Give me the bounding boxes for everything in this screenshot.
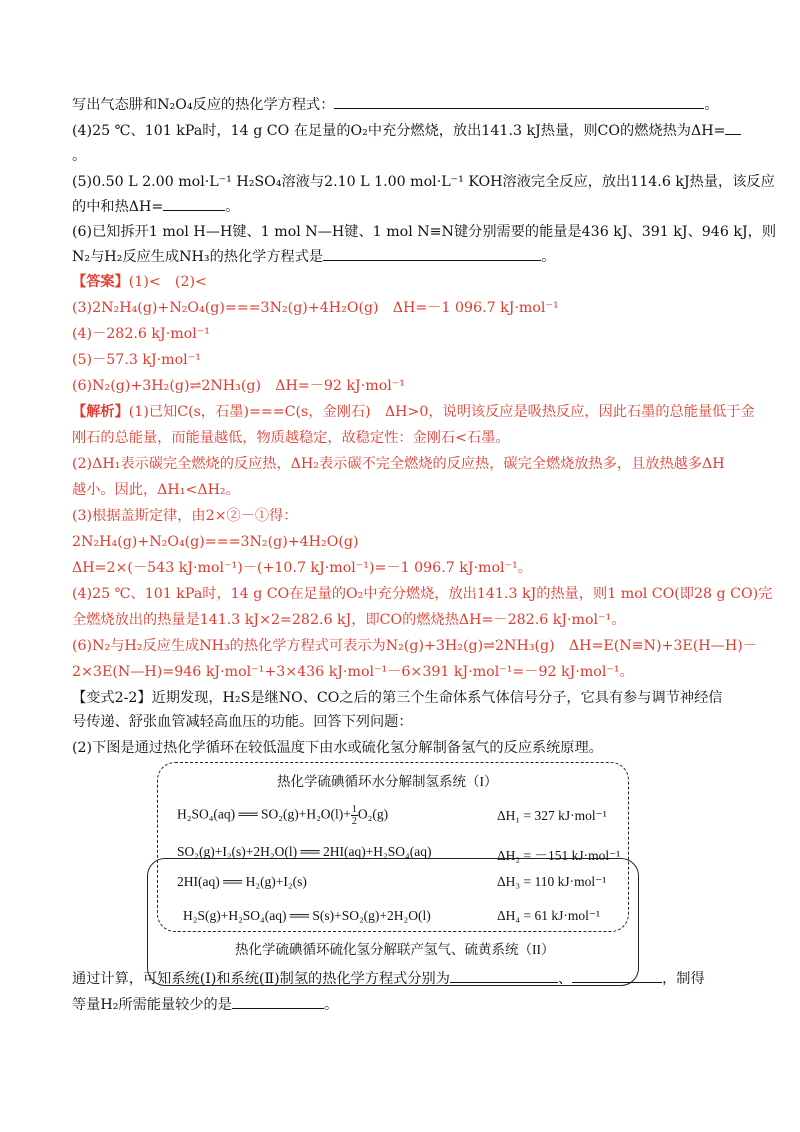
equation-3: 2HI(aq) ══ H₂(g)+I₂(s) (177, 874, 307, 889)
answer-tag: 【答案】 (72, 274, 129, 290)
question-text: ，制得 (662, 971, 705, 987)
question-text: 通过计算，可知系统(Ⅰ)和系统(Ⅱ)制氢的热化学方程式分别为 (72, 971, 450, 987)
equation-1 (177, 804, 388, 827)
answer-5: (5)－57.3 kJ·mol⁻¹ (72, 352, 201, 368)
question-5: (5)0.50 L 2.00 mol·L⁻¹ H₂SO₄溶液与2.10 L 1.00 mol·L⁻¹ KOH溶液完全反应，放出114.6 kJ热量，该反应 (72, 174, 775, 190)
variant-question: (2)下图是通过热化学循环在较低温度下由水或硫化氢分解制备氢气的反应系统原理。 (72, 740, 603, 756)
question-text: N₂与H₂反应生成NH₃的热化学方程式是 (72, 249, 324, 265)
system-2-title: 热化学硫碘循环硫化氢分解联产氢气、硫黄系统（II） (235, 942, 555, 957)
delta-h-1: ΔH₁ = 327 kJ·mol⁻¹ (497, 808, 607, 823)
answer-blank[interactable] (334, 94, 704, 109)
equation-2: SO₂(g)+I₂(s)+2H₂O(l) ══ 2HI(aq)+H₂SO₄(aq) (177, 844, 432, 859)
punct: 。 (225, 199, 240, 215)
answer-blank[interactable] (232, 994, 324, 1009)
question-4-end: 。 (72, 148, 87, 164)
analysis-tag: 【解析】 (72, 404, 129, 420)
answer-blank[interactable] (572, 968, 662, 983)
question-text: 的中和热ΔH= (72, 199, 164, 215)
answer-blank[interactable] (323, 246, 541, 261)
punct: 。 (704, 97, 719, 113)
fraction-denominator: 2 (351, 816, 357, 827)
answer-text: (1)< (2)< (128, 274, 207, 290)
analysis-1-cont: 刚石的总能量，而能量越低，物质越稳定，故稳定性：金刚石<石墨。 (72, 430, 510, 446)
question-line-1 (72, 94, 719, 115)
analysis-1 (72, 402, 755, 422)
question-6-cont (72, 246, 555, 267)
answer-6: (6)N₂(g)+3H₂(g)⇌2NH₃(g) ΔH=－92 kJ·mol⁻¹ (72, 378, 405, 394)
variant-intro-cont: 号传递、舒张血管减轻高血压的功能。回答下列问题： (72, 714, 413, 730)
analysis-3-eq: 2N₂H₄(g)+N₂O₄(g)===3N₂(g)+4H₂O(g) (72, 534, 359, 550)
question-4 (72, 120, 741, 141)
punct: 。 (541, 249, 556, 265)
question-5-cont (72, 196, 239, 217)
answer-line-1 (72, 272, 207, 292)
equation-1-text: H₂SO₄(aq) ══ SO₂(g)+H₂O(l)+ (177, 806, 351, 822)
analysis-2-cont: 越小。因此，ΔH₁<ΔH₂。 (72, 482, 240, 498)
analysis-6-cont: 2×3E(N—H)=946 kJ·mol⁻¹+3×436 kJ·mol⁻¹－6×391 kJ·mol⁻¹=－92 kJ·mol⁻¹。 (72, 664, 634, 680)
fraction-numerator: 1 (351, 804, 357, 815)
punct: 、 (557, 971, 573, 987)
delta-h-2: ΔH₂ = －151 kJ·mol⁻¹ (497, 848, 621, 863)
answer-blank[interactable] (725, 120, 741, 135)
tail-question (72, 968, 705, 989)
system-1-title: 热化学硫碘循环水分解制氢系统（I） (277, 774, 498, 789)
answer-blank[interactable] (163, 196, 225, 211)
question-text: 写出气态肼和N₂O₄反应的热化学方程式： (72, 97, 335, 113)
analysis-4: (4)25 ℃、101 kPa时，14 g CO在足量的O₂中充分燃烧，放出141.3 kJ的热量，则1 mol CO(即28 g CO)完 (72, 586, 773, 602)
question-text: (4)25 ℃、101 kPa时，14 g CO 在足量的O₂中充分燃烧，放出141.3 kJ热量，则CO的燃烧热为ΔH= (72, 123, 726, 139)
analysis-2: (2)ΔH₁表示碳完全燃烧的反应热，ΔH₂表示碳不完全燃烧的反应热，碳完全燃烧放热多，且放热越多ΔH (72, 456, 725, 472)
answer-blank[interactable] (450, 968, 558, 983)
question-text: 等量H₂所需能量较少的是 (72, 997, 232, 1013)
analysis-4-cont: 全燃烧放出的热量是141.3 kJ×2=282.6 kJ，即CO的燃烧热ΔH=－282.6 kJ·mol⁻¹。 (72, 612, 626, 628)
delta-h-4: ΔH₄ = 61 kJ·mol⁻¹ (497, 908, 601, 923)
delta-h-3: ΔH₃ = 110 kJ·mol⁻¹ (497, 874, 607, 889)
fraction (351, 804, 358, 827)
tail-question-cont (72, 994, 338, 1015)
punct: 。 (323, 997, 339, 1013)
analysis-text: (1)已知C(s，石墨)===C(s，金刚石) ΔH>0，说明该反应是吸热反应，因此石墨的总能量低于金 (128, 404, 755, 420)
answer-3: (3)2N₂H₄(g)+N₂O₄(g)===3N₂(g)+4H₂O(g) ΔH=－1 096.7 kJ·mol⁻¹ (72, 300, 559, 316)
analysis-3-calc: ΔH=2×(－543 kJ·mol⁻¹)－(+10.7 kJ·mol⁻¹)=－1 096.7 kJ·mol⁻¹。 (72, 560, 532, 576)
equation-1-tail: O₂(g) (357, 806, 389, 822)
analysis-3: (3)根据盖斯定律，由2×②－①得： (72, 508, 298, 524)
answer-4: (4)－282.6 kJ·mol⁻¹ (72, 326, 210, 342)
question-6: (6)已知拆开1 mol H—H键、1 mol N—H键、1 mol N≡N键分别需要的能量是436 kJ、391 kJ、946 kJ，则 (72, 224, 777, 240)
equation-4: H₂S(g)+H₂SO₄(aq) ══ S(s)+SO₂(g)+2H₂O(l) (183, 908, 431, 923)
analysis-6: (6)N₂与H₂反应生成NH₃的热化学方程式可表示为N₂(g)+3H₂(g)⇌2NH₃(g) ΔH=E(N≡N)+3E(H—H)－ (72, 638, 757, 654)
reaction-system-figure (147, 762, 639, 988)
variant-intro: 【变式2-2】近期发现，H₂S是继NO、CO之后的第三个生命体系气体信号分子，它具有参与调节神经信 (72, 690, 723, 706)
